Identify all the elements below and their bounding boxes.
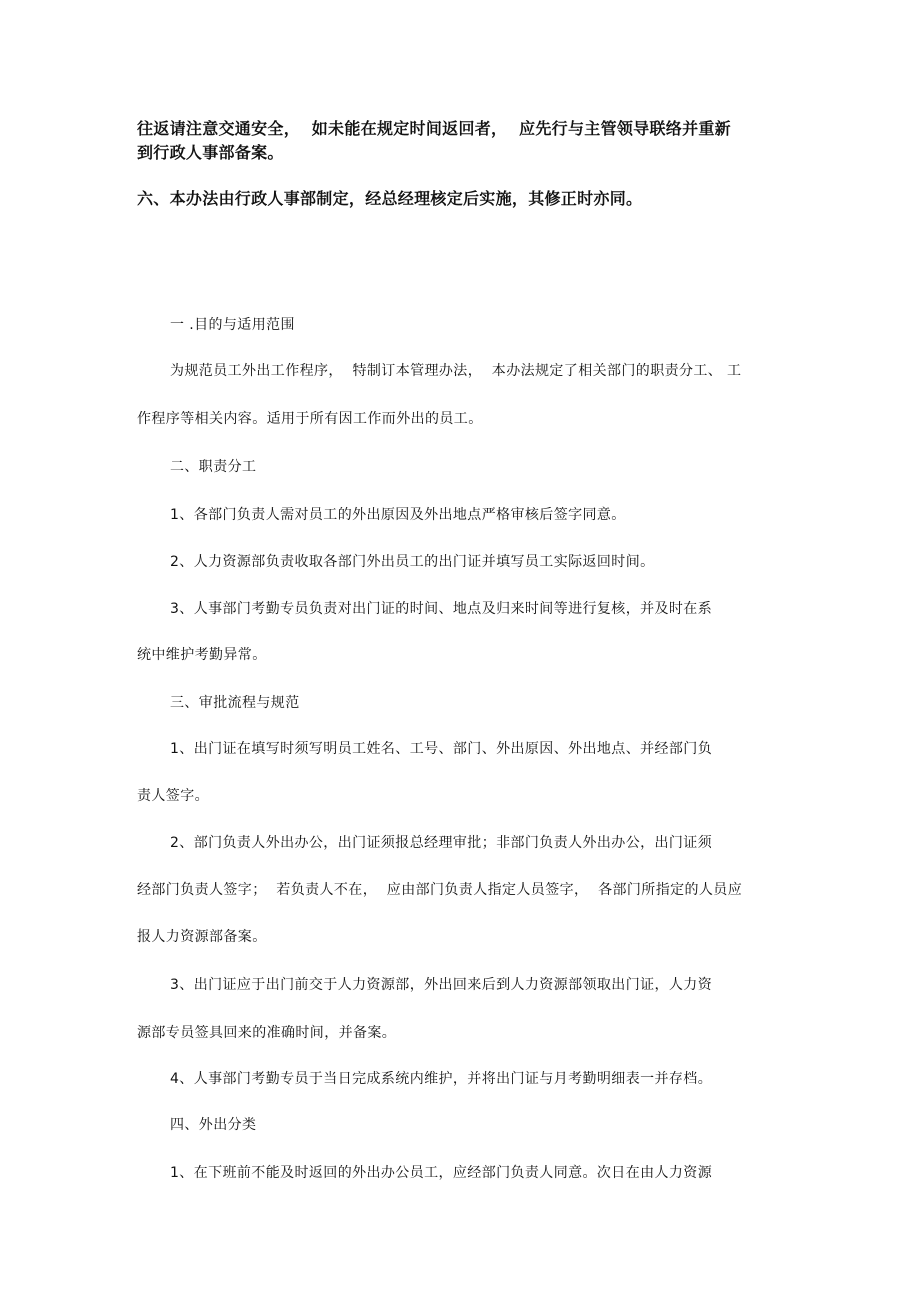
section-3-item-4: 4、人事部门考勤专员于当日完成系统内维护，并将出门证与月考勤明细表一并存档。 <box>170 1071 713 1087</box>
section-1-paragraph-line-2: 作程序等相关内容。适用于所有因工作而外出的员工。 <box>137 411 483 427</box>
section-3-item-3-line-1: 3、出门证应于出门前交于人力资源部，外出回来后到人力资源部领取出门证，人力资 <box>170 977 713 993</box>
section-2-item-3-line-1: 3、人事部门考勤专员负责对出门证的时间、地点及归来时间等进行复核，并及时在系 <box>170 601 713 617</box>
section-4-item-1-line-1: 1、在下班前不能及时返回的外出办公员工，应经部门负责人同意。次日在由人力资源 <box>170 1165 713 1181</box>
top-text-line-3: 六、本办法由行政人事部制定，经总经理核定后实施，其修正时亦同。 <box>137 189 643 208</box>
section-1-paragraph-line-1: 为规范员工外出工作程序， 特制订本管理办法， 本办法规定了相关部门的职责分工、 工 <box>170 363 742 379</box>
top-text-line-1: 往返请注意交通安全， 如未能在规定时间返回者， 应先行与主管领导联络并重新 <box>137 119 731 138</box>
section-3-heading: 三、审批流程与规范 <box>170 695 300 711</box>
section-3-item-3-line-2: 源部专员签具回来的准确时间，并备案。 <box>137 1025 397 1041</box>
section-4-heading: 四、外出分类 <box>170 1117 257 1133</box>
section-3-item-1-line-2: 责人签字。 <box>137 788 209 804</box>
section-3-item-2-line-1: 2、部门负责人外出办公，出门证须报总经理审批；非部门负责人外出办公，出门证须 <box>170 835 713 851</box>
section-1-heading: 一 .目的与适用范围 <box>170 317 295 333</box>
section-3-item-2-line-3: 报人力资源部备案。 <box>137 929 267 945</box>
section-2-item-3-line-2: 统中维护考勤异常。 <box>137 647 267 663</box>
section-2-item-1: 1、各部门负责人需对员工的外出原因及外出地点严格审核后签字同意。 <box>170 507 626 523</box>
section-3-item-1-line-1: 1、出门证在填写时须写明员工姓名、工号、部门、外出原因、外出地点、并经部门负 <box>170 741 713 757</box>
section-2-heading: 二、职责分工 <box>170 459 257 475</box>
top-text-line-2: 到行政人事部备案。 <box>137 143 284 162</box>
section-2-item-2: 2、人力资源部负责收取各部门外出员工的出门证并填写员工实际返回时间。 <box>170 554 655 570</box>
section-3-item-2-line-2: 经部门负责人签字； 若负责人不在， 应由部门负责人指定人员签字， 各部门所指定的人员应 <box>137 882 743 898</box>
